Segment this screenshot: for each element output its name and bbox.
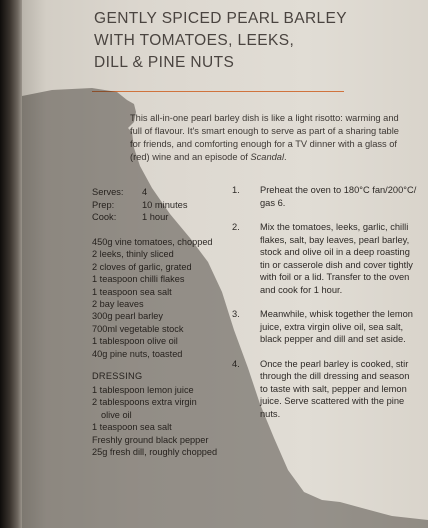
method-step [232, 358, 418, 421]
title-divider [92, 91, 344, 92]
dressing-item: 25g fresh dill, roughly chopped [92, 447, 218, 458]
ingredient-item: 2 bay leaves [92, 299, 144, 310]
meta-value: 10 minutes [142, 199, 188, 210]
book-spine [0, 0, 22, 528]
intro-show-name: Scandal [250, 152, 285, 162]
ingredient-item: 1 tablespoon olive oil [92, 336, 178, 347]
ingredient-item: 2 cloves of garlic, grated [92, 261, 192, 272]
step-number: 4. [232, 358, 240, 369]
meta-value: 4 [142, 187, 148, 197]
meta-serves [92, 186, 187, 199]
ingredient-item: 1 teaspoon chilli flakes [92, 274, 185, 285]
ingredient-item: 40g pine nuts, toasted [92, 348, 183, 359]
meta-label: Cook: [92, 212, 117, 222]
step-text: Preheat the oven to 180°C fan/200°C/ gas 6. [260, 185, 417, 208]
title-line: DILL & PINE NUTS [94, 54, 235, 71]
title-line: WITH TOMATOES, LEEKS, [94, 32, 295, 49]
dressing-item: 1 tablespoon lemon juice [92, 385, 194, 395]
meta-cook [92, 211, 187, 224]
step-number: 1. [232, 185, 240, 195]
dressing-item: olive oil [101, 409, 132, 420]
step-text: Mix the tomatoes, leeks, garlic, chilli flakes, salt, bay leaves, pearl barley, stock and olive oil in a deep roasting tin or casserole dish and cover tightly with foil or a lid. Transfer to the oven and cook for 1 hour. [260, 222, 413, 295]
method-step [232, 184, 418, 209]
step-text: Meanwhile, whisk together the lemon juice, extra virgin olive oil, sea salt, black pepper and dill and set aside. [260, 309, 413, 344]
ingredient-item: 700ml vegetable stock [92, 323, 184, 334]
recipe-intro [130, 112, 402, 164]
step-number: 3. [232, 309, 240, 319]
ingredient-item: 300g pearl barley [92, 311, 163, 322]
cookbook-page [22, 0, 428, 528]
dressing-heading: DRESSING [92, 371, 143, 381]
ingredient-item: 1 teaspoon sea salt [92, 286, 172, 297]
meta-prep [92, 199, 187, 212]
meta-label: Serves: [92, 187, 124, 197]
dressing-item: 2 tablespoons extra virgin [92, 397, 197, 408]
method-step [232, 221, 418, 296]
ingredient-item: 2 leeks, thinly sliced [92, 249, 174, 260]
ingredient-item: 450g vine tomatoes, chopped [92, 237, 213, 247]
title-line: GENTLY SPICED PEARL BARLEY [94, 10, 348, 27]
meta-value: 1 hour [142, 212, 169, 222]
dressing-item: Freshly ground black pepper [92, 434, 209, 445]
intro-text: This all-in-one pearl barley dish is like a light risotto: warming and full of flavour. It's smart enough to serve as part of a sharing table for friends, and comforting enough for a TV dinner with a glass of (red) wine and an episode of [130, 113, 399, 162]
step-number: 2. [232, 222, 240, 232]
meta-label: Prep: [92, 199, 115, 210]
intro-end: . [284, 152, 287, 162]
recipe-title [94, 8, 394, 74]
recipe-meta [92, 186, 187, 224]
dressing-item: 1 teaspoon sea salt [92, 422, 172, 433]
step-text: Once the pearl barley is cooked, stir through the dill dressing and season to taste with salt, pepper and lemon juice. Serve scattered with the pine nuts. [260, 358, 410, 419]
method-steps [232, 184, 418, 432]
method-step [232, 308, 418, 346]
